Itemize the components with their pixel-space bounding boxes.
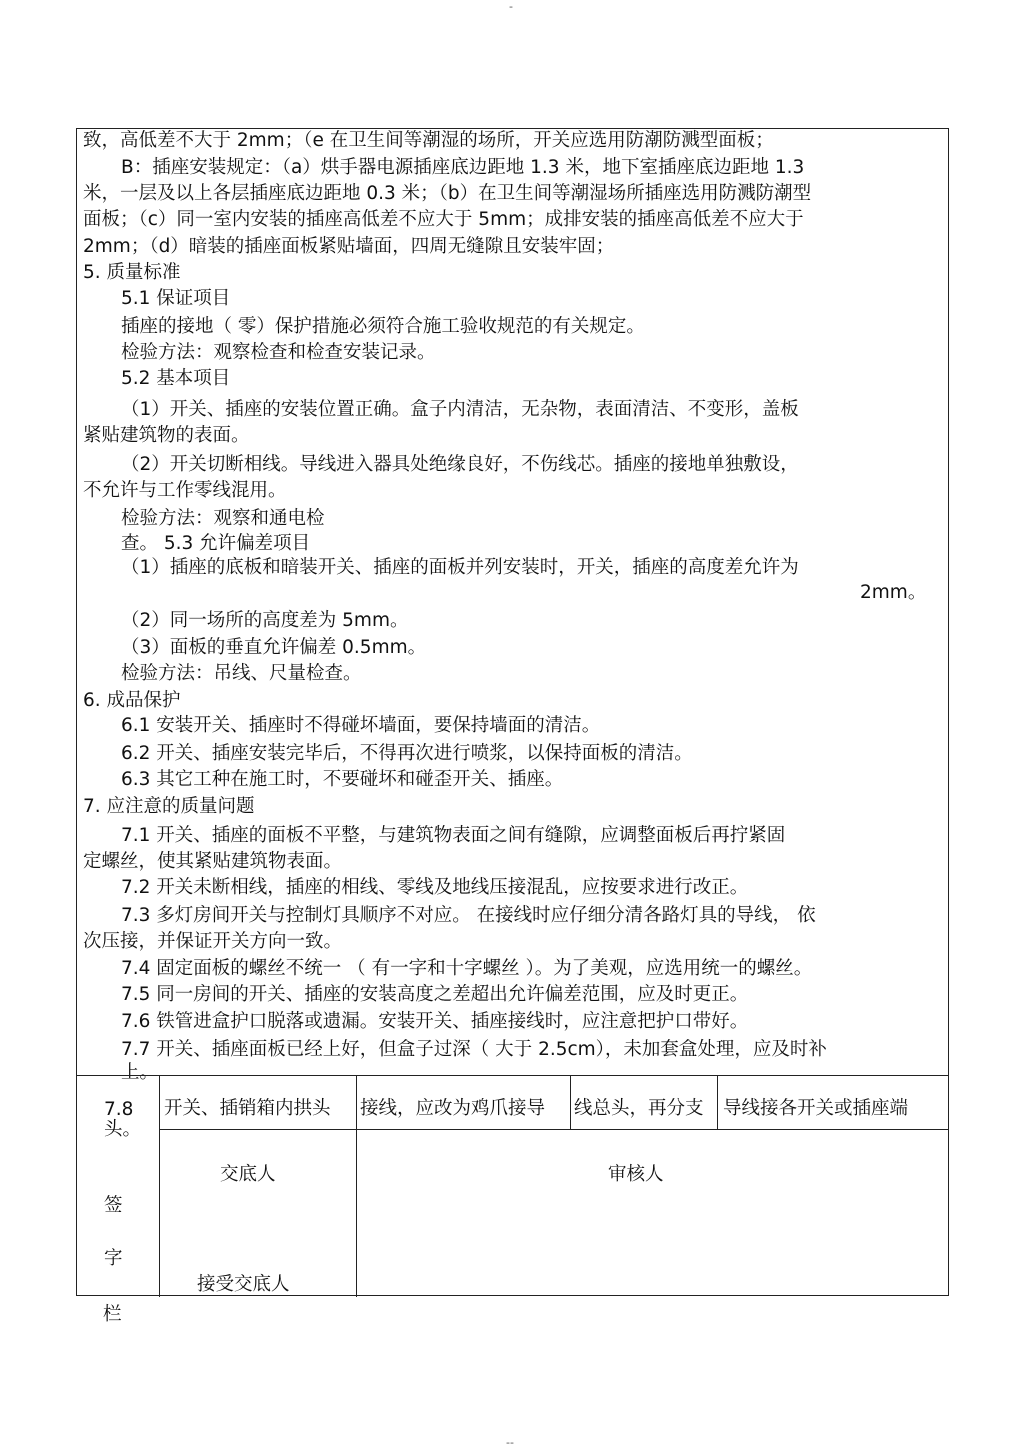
section-heading: 6. 成品保护 xyxy=(83,690,181,711)
body-line: （2）开关切断相线。导线进入器具处绝缘良好，不伤线芯。插座的接地单独敷设， xyxy=(121,454,799,475)
subsection-heading: 5.1 保证项目 xyxy=(121,288,231,309)
body-line: 米，一层及以上各层插座底边距地 0.3 米；（b）在卫生间等潮湿场所插座选用防溅防潮型 xyxy=(83,183,812,204)
body-line: 致，高低差不大于 2mm；（e 在卫生间等潮湿的场所，开关应选用防潮防溅型面板； xyxy=(83,130,774,151)
body-line: 紧贴建筑物的表面。 xyxy=(83,425,250,446)
body-line: 定螺丝，使其紧贴建筑物表面。 xyxy=(83,851,343,872)
body-line: 插座的接地（ 零）保护措施必须符合施工验收规范的有关规定。 xyxy=(121,316,645,337)
body-line: 查。 5.3 允许偏差项目 xyxy=(121,533,311,554)
signature-label: 字 xyxy=(104,1248,123,1269)
body-line: 7.5 同一房间的开关、插座的安装高度之差超出允许偏差范围，应及时更正。 xyxy=(121,984,749,1005)
body-line: （3）面板的垂直允许偏差 0.5mm。 xyxy=(121,637,427,658)
table-divider xyxy=(159,1076,160,1297)
item-7-8-cell: 接线，应改为鸡爪接导 xyxy=(360,1098,546,1119)
body-line: 6.3 其它工种在施工时，不要碰坏和碰歪开关、插座。 xyxy=(121,769,564,790)
body-line: （1）插座的底板和暗装开关、插座的面板并列安装时，开关，插座的高度差允许为 xyxy=(121,557,799,578)
recipient-label: 接受交底人 xyxy=(197,1274,290,1295)
subsection-heading: 5.2 基本项目 xyxy=(121,368,231,389)
body-line: （2）同一场所的高度差为 5mm。 xyxy=(121,610,409,631)
body-line: 检验方法：观察检查和检查安装记录。 xyxy=(121,342,436,363)
table-divider xyxy=(356,1076,357,1297)
body-line: 7.3 多灯房间开关与控制灯具顺序不对应。 在接线时应仔细分清各路灯具的导线， 依 xyxy=(121,905,816,926)
briefer-label: 交底人 xyxy=(220,1164,276,1185)
signature-label: 签 xyxy=(104,1195,123,1216)
body-line: 次压接，并保证开关方向一致。 xyxy=(83,931,343,952)
reviewer-label: 审核人 xyxy=(608,1164,664,1185)
item-7-8-number: 7.8 xyxy=(104,1099,134,1120)
item-7-8-cell: 开关、插销箱内拱头 xyxy=(164,1098,331,1119)
signature-label: 栏 xyxy=(103,1304,122,1325)
item-7-8-tail: 头。 xyxy=(104,1119,142,1140)
body-line: 面板；（c）同一室内安装的插座高低差不应大于 5mm；成排安装的插座高低差不应大于 xyxy=(83,209,804,230)
body-line: 7.2 开关未断相线，插座的相线、零线及地线压接混乱，应按要求进行改正。 xyxy=(121,877,749,898)
body-line: 7.4 固定面板的螺丝不统一 （ 有一字和十字螺丝 ）。为了美观，应选用统一的螺丝。 xyxy=(121,958,813,979)
body-line: B：插座安装规定：（a）烘手器电源插座底边距地 1.3 米，地下室插座底边距地 1.3 xyxy=(121,157,805,178)
page-bottom-mark: -- xyxy=(506,1436,514,1449)
item-7-8-cell: 线总头，再分支 xyxy=(574,1098,704,1119)
body-line: 7.1 开关、插座的面板不平整，与建筑物表面之间有缝隙，应调整面板后再拧紧固 xyxy=(121,825,786,846)
table-divider xyxy=(717,1076,718,1129)
section-heading: 5. 质量标准 xyxy=(83,262,181,283)
body-line: 上。 xyxy=(121,1062,159,1083)
table-divider xyxy=(570,1076,571,1129)
section-heading: 7. 应注意的质量问题 xyxy=(83,796,255,817)
body-line: 6.2 开关、插座安装完毕后，不得再次进行喷浆，以保持面板的清洁。 xyxy=(121,743,693,764)
body-line: 7.7 开关、插座面板已经上好，但盒子过深（ 大于 2.5cm），未加套盒处理，应及时补 xyxy=(121,1039,827,1060)
body-line: 7.6 铁管进盒护口脱落或遗漏。安装开关、插座接线时，应注意把护口带好。 xyxy=(121,1011,749,1032)
page-top-mark: - xyxy=(509,0,513,13)
body-line: 6.1 安装开关、插座时不得碰坏墙面，要保持墙面的清洁。 xyxy=(121,715,601,736)
signature-table xyxy=(76,1075,949,1296)
body-line: 2mm。 xyxy=(860,582,927,603)
item-7-8-cell: 导线接各开关或插座端 xyxy=(723,1098,909,1119)
body-line: 检验方法：观察和通电检 xyxy=(121,508,325,529)
body-line: （1）开关、插座的安装位置正确。盒子内清洁，无杂物，表面清洁、不变形，盖板 xyxy=(121,399,799,420)
body-line: 2mm；（d）暗装的插座面板紧贴墙面，四周无缝隙且安装牢固； xyxy=(83,236,615,257)
body-line: 不允许与工作零线混用。 xyxy=(83,480,287,501)
body-line: 检验方法：吊线、尺量检查。 xyxy=(121,663,362,684)
table-divider xyxy=(159,1129,948,1130)
